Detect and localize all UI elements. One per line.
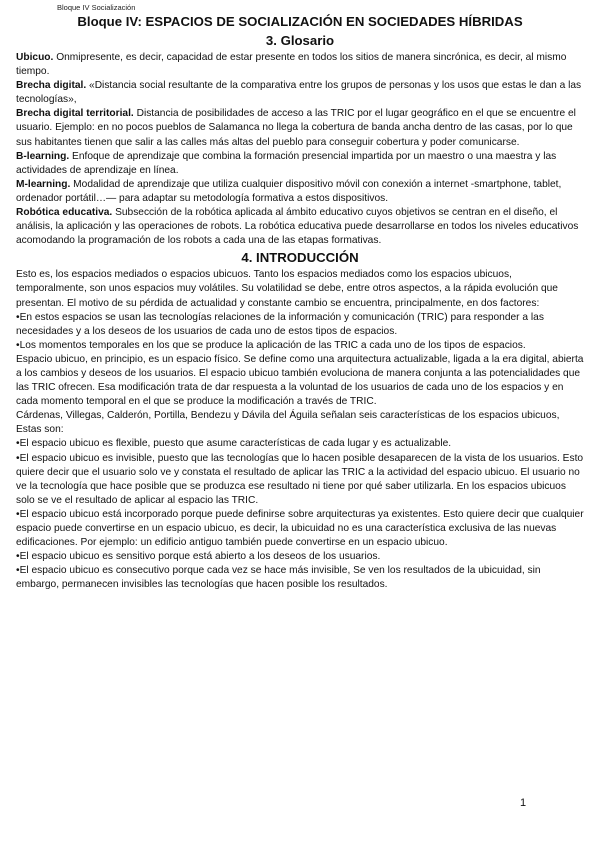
glossary-definition: Onmipresente, es decir, capacidad de estar presente en todos los sitios de manera sincrónica, es decir, al mismo tiempo. <box>16 52 567 78</box>
glossary-definition: Modalidad de aprendizaje que utiliza cualquier dispositivo móvil con conexión a internet -smartphone, tablet, ordenador portátil…— para adaptar su metodología formativa a estos dispositivos. <box>16 178 562 204</box>
glossary-entry <box>16 51 584 79</box>
glossary-term: Brecha digital. <box>16 80 87 92</box>
glossary-entry <box>16 107 584 149</box>
page-number: 1 <box>520 797 527 809</box>
glossary-term: Robótica educativa. <box>16 207 113 219</box>
glossary-term: B-learning. <box>16 150 70 162</box>
glossary-entry <box>16 79 584 107</box>
glossary-entry <box>16 206 584 248</box>
intro-section <box>16 268 584 592</box>
intro-paragraph: Esto es, los espacios mediados o espacios ubicuos. Tanto los espacios mediados como los espacios ubicuos, temporalmente, son unos espacios muy volátiles. Su volatilidad se debe, entre otros aspectos, a la rápida evolución que presentan. El motivo de su pérdida de actualidad y constante cambio se encuentra, principalmente, en dos factores: <box>16 269 558 309</box>
glossary-definition: Distancia de posibilidades de acceso a las TRIC por el lugar geográfico en el que se encuentre el usuario. Ejemplo: en no pocos pueblos de Salamanca no llega la cobertura de banda ancha dentro de las casas, por lo que sus habitantes tienen que salir a las calles más altas del pueblo para conseguir cobertura y poder comunicarse. <box>16 108 576 148</box>
intro-paragraph: Espacio ubicuo, en principio, es un espacio físico. Se define como una arquitectura actualizable, ligada a la era digital, abierta a los cambios y deseos de los usuarios. El espacio ubicuo también evoluciona de manera conjunta a las potencialidades que las TRIC ofrecen. Esa modificación trata de dar respuesta a la voluntad de los usuarios de cada uno de los espacios y en cada momento temporal en el que se produce la modificación a través de TRIC. <box>16 353 584 408</box>
document-body <box>16 13 584 592</box>
glossary-definition: Enfoque de aprendizaje que combina la formación presencial impartida por un maestro o una maestra y las actividades de aprendizaje en línea. <box>16 150 557 176</box>
glossary-definition: Subsección de la robótica aplicada al ámbito educativo cuyos objetivos se centran en el diseño, el análisis, la aplicación y las operaciones de robots. La robótica educativa puede desarrollarse en todos los niveles educativos acomodando la programación de los robots a cada una de las etapas formativas. <box>16 207 579 247</box>
intro-paragraph: Cárdenas, Villegas, Calderón, Portilla, Bendezu y Dávila del Águila señalan seis características de los espacios ubicuos, Estas son: <box>16 410 560 436</box>
intro-heading: 4. INTRODUCCIÓN <box>241 250 359 266</box>
glossary-term: Brecha digital territorial. <box>16 108 134 120</box>
glossary-term: M-learning. <box>16 178 71 190</box>
intro-bullet: •El espacio ubicuo es sensitivo porque está abierto a los deseos de los usuarios. <box>16 551 381 563</box>
intro-bullet: •El espacio ubicuo es flexible, puesto que asume características de cada lugar y es actualizable. <box>16 438 452 450</box>
glossary-term: Ubicuo. <box>16 52 54 63</box>
glossary-definition: «Distancia social resultante de la comparativa entre los grupos de personas y los usos que estas le dan a las tecnologías», <box>16 80 582 106</box>
glossary-list <box>16 51 584 248</box>
document-title: Bloque IV: ESPACIOS DE SOCIALIZACIÓN EN SOCIEDADES HÍBRIDAS <box>77 14 523 29</box>
intro-bullet: •En estos espacios se usan las tecnologías relaciones de la información y comunicación (TRIC) para responder a las necesidades y a los deseos de los usuarios de cada uno de estos tipos de espacios. <box>16 311 544 337</box>
intro-bullet: •Los momentos temporales en los que se produce la aplicación de las TRIC a cada uno de los tipos de espacios. <box>16 339 526 351</box>
glossary-entry <box>16 150 584 178</box>
intro-bullet: •El espacio ubicuo es consecutivo porque cada vez se hace más invisible, Se ven los resultados de la ubicuidad, sin embargo, permanecen invisibles las tecnologías que hacen posible los resultados. <box>16 565 541 591</box>
intro-bullet: •El espacio ubicuo está incorporado porque puede definirse sobre arquitecturas ya existentes. Esto quiere decir que cualquier espacio puede convertirse en un espacio ubicuo, es decir, la ubicuidad no es una característica exclusiva de las nuevas edificaciones. Por ejemplo: un edificio antiguo también puede convertirse en un espacio ubicuo. <box>16 508 584 549</box>
intro-bullet: •El espacio ubicuo es invisible, puesto que las tecnologías que lo hacen posible desaparecen de la vista de los usuarios. Esto quiere decir que el usuario solo ve y constata el resultado de aplicar las TRIC a la actividad del espacio ubicuo. El usuario no ve la tecnología que hace posible que se produzca ese resultado ni tiene por qué saber utilizarla. En los espacios ubicuos solo se ve el resultado de aplicar al espacio las TRIC. <box>16 452 584 506</box>
glossary-entry <box>16 178 584 206</box>
glossary-heading: 3. Glosario <box>265 33 335 48</box>
header-label: Bloque IV Socialización <box>57 3 136 12</box>
